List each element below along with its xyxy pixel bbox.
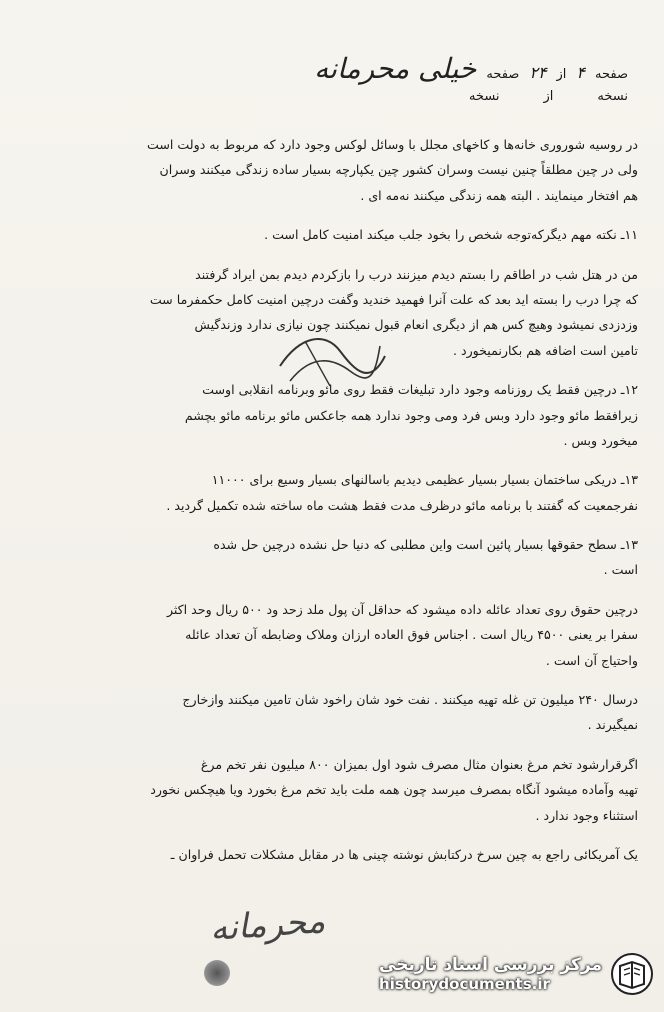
punch-hole <box>204 960 230 986</box>
body-line: ولی در چین مطلقاً چنین نیست وسران کشور چین یکپارچه بسیار ساده زندگی میکنند وسران <box>159 162 638 178</box>
copy-label-2: نسخه <box>468 89 500 104</box>
body-line: نفرجمعیت که گفتند با برنامه مائو درظرف مدت فقط هشت ماه ساخته شده تکمیل گردید . <box>166 497 638 513</box>
body-line: ۱۱ـ نکته مهم دیگرکه‌توجه شخص را بخود جلب میکند امنیت کامل است . <box>264 227 638 243</box>
archive-watermark <box>379 944 654 1004</box>
body-line: که چرا درب را بسته اید بعد که علت آنرا فهمید خندید وگفت درچین امنیت کامل حکمفرما ست <box>149 291 638 307</box>
body-line: اگرقرارشود تخم مرغ بعنوان مثال مصرف شود اول بمیزان ۸۰۰ میلیون نفر تخم مرغ <box>200 756 638 772</box>
watermark-title: مرکز بررسی اسناد تاریخی <box>379 955 602 975</box>
page-label-2: صفحه <box>486 67 520 82</box>
body-line: ۱۲ـ درچین فقط یک روزنامه وجود دارد تبلیغات فقط روی مائو وبرنامه انقلابی اوست <box>202 382 638 398</box>
paragraph-gap <box>26 673 638 687</box>
body-line: من در هتل شب در اطاقم را بستم دیدم میزنند درب را بازکردم دیدم بمن ایراد گرفتند <box>195 266 638 282</box>
classification-handwritten: خیلی محرمانه <box>314 52 477 85</box>
body-line: درچین حقوق روی تعداد عائله داده میشود که حداقل آن پول ملد زحد ود ۵۰۰ ریال وحد اکثر <box>166 601 638 617</box>
paragraph-gap <box>26 453 638 467</box>
archive-logo-icon <box>610 952 654 996</box>
document-header <box>68 52 628 108</box>
page-label: صفحه <box>595 67 628 82</box>
page-number: ۴ <box>576 63 586 82</box>
paragraph-gap <box>26 208 638 222</box>
paragraph-gap <box>26 248 638 262</box>
body-line: ۱۳ـ دریکی ساختمان بسیار بسیار عظیمی دیدیم باسالنهای بسیار وسیع برای ۱۱۰۰۰ <box>211 472 638 488</box>
copy-label: نسخه <box>597 89 628 104</box>
paragraph-gap <box>26 828 638 842</box>
body-line: ۱۳ـ سطح حقوقها بسیار پائین است واین مطلبی که دنیا حل نشده درچین حل شده <box>213 537 638 553</box>
paragraph-gap <box>26 738 638 752</box>
body-line: تامین است اضافه هم بکارنمیخورد . <box>452 342 638 358</box>
paragraph-gap <box>26 518 638 532</box>
body-line: استثناء وجود ندارد . <box>535 807 638 823</box>
body-line: نمیگیرند . <box>587 717 638 733</box>
body-line: سفرا بر یعنی ۴۵۰۰ ریال است . اجناس فوق العاده ارزان وملاک وضابطه آن تعداد عائله <box>185 627 638 643</box>
header-copy-row <box>68 86 628 108</box>
handwritten-signature: محرمانه <box>208 901 327 949</box>
body-line: در روسیه شوروری خانه‌ها و کاخهای مجلل با وسائل لوکس وجود دارد که مربوط به دولت است <box>146 137 638 152</box>
total-pages: ۲۴ <box>529 63 547 82</box>
body-line: یک آمریکائی راجع به چین سرخ درکتابش نوشته چینی ها در مقابل مشکلات تحمل فراوان ـ <box>170 846 638 862</box>
body-line: زیرافقط مائو وجود دارد وبس فرد ومی وجود ندارد همه جاعکس مائو برنامه مائو بچشم <box>184 407 638 423</box>
paragraph-gap <box>26 583 638 597</box>
handwritten-scribble-mark <box>270 326 390 396</box>
body-line: واحتیاج آن است . <box>545 652 638 668</box>
document-body <box>26 132 638 867</box>
from-label: از <box>556 67 567 82</box>
watermark-text <box>379 955 602 993</box>
body-line: میخورد وبس . <box>563 432 638 448</box>
body-line: وزدزدی نمیشود وهیچ کس هم از دیگری انعام قبول نمیکنند چون نیازی ندارد وزندگیش <box>194 317 638 333</box>
body-line: هم افتخار مینمایند . البته همه زندگی میکنند نه‌مه ای . <box>360 187 638 203</box>
body-line: درسال ۲۴۰ میلیون تن غله تهیه میکنند . نفت خود شان راخود شان تامین میکنند وازخارج <box>182 692 638 708</box>
body-line: تهیه وآماده میشود آنگاه بمصرف میرسد چون همه ملت باید تخم مرغ بخورد ویا هیچکس نخورد <box>150 782 638 798</box>
watermark-url: historydocuments.ir <box>379 975 550 993</box>
body-line: است . <box>603 562 638 578</box>
copy-from-label: از <box>543 89 554 104</box>
header-page-row <box>68 52 628 86</box>
